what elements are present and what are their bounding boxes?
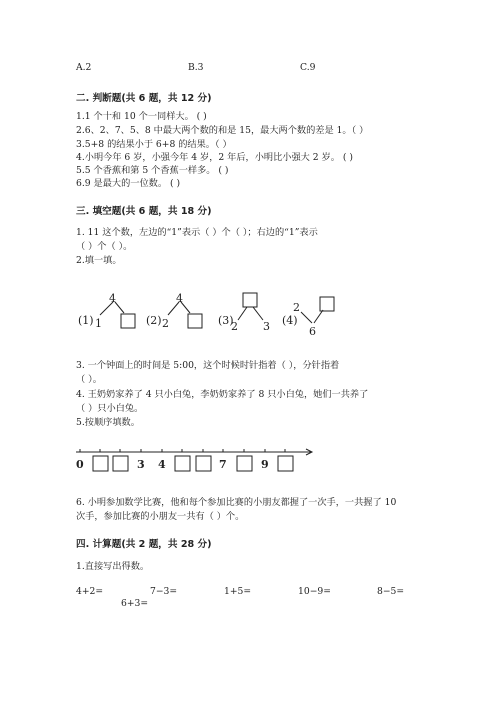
section-title-calculation: 四. 计算题(共 2 题，共 28 分) — [76, 539, 212, 550]
figure-3-right: 3 — [263, 320, 270, 333]
number-line — [0, 445, 500, 475]
calc-problem: 6+3= — [121, 598, 149, 609]
number-line-label: 3 — [137, 458, 145, 471]
fill-q2: 2.填一填。 — [76, 255, 122, 266]
judgement-item-5: 5.5 个香蕉和第 5 个香蕉一样多。 ( ) — [76, 165, 229, 176]
decomposition-figures — [0, 288, 500, 338]
number-line-label: 4 — [158, 458, 166, 471]
fill-q3-line2: （ ）。 — [76, 374, 102, 385]
figure-4-bottom: 6 — [309, 325, 316, 338]
calc-problem: 4+2= — [76, 586, 104, 597]
calc-q1: 1.直接写出得数。 — [76, 561, 150, 572]
blank-box — [237, 456, 252, 471]
fill-q4-line1: 4. 王奶奶家养了 4 只小白兔，李奶奶家养了 8 只小白兔，她们一共养了 — [76, 389, 369, 400]
judgement-item-3: 3.5+8 的结果小于 6+8 的结果。（ ） — [76, 139, 232, 150]
blank-box — [93, 456, 108, 471]
number-line-label: 9 — [261, 458, 269, 471]
fill-q4-line2: （ ）只小白兔。 — [76, 403, 144, 414]
fill-q5: 5.按顺序填数。 — [76, 417, 140, 428]
section-title-fill-blank: 三. 填空题(共 6 题，共 18 分) — [76, 206, 212, 217]
fill-q6-line2: 次手，参加比赛的小朋友一共有（ ）个。 — [76, 511, 245, 522]
figure-label-2: (2) — [146, 314, 162, 327]
option-b: B.3 — [188, 62, 204, 73]
blank-box — [278, 456, 293, 471]
figure-2-top: 4 — [176, 292, 183, 305]
figure-label-3: (3) — [218, 314, 234, 327]
blank-box — [320, 297, 334, 311]
blank-box — [113, 456, 128, 471]
figure-4-top: 2 — [293, 301, 300, 314]
figure-label-1: (1) — [78, 314, 94, 327]
calc-problem: 1+5= — [224, 586, 252, 597]
option-c: C.9 — [300, 62, 316, 73]
judgement-item-4: 4.小明今年 6 岁，小强今年 4 岁，2 年后，小明比小强大 2 岁。 ( ) — [76, 152, 353, 163]
figure-label-4: (4) — [282, 314, 298, 327]
figure-3-left: 2 — [231, 320, 238, 333]
judgement-item-6: 6.9 是最大的一位数。 ( ) — [76, 178, 181, 189]
number-line-label: 0 — [76, 458, 84, 471]
option-a: A.2 — [76, 62, 92, 73]
calc-problem: 8−5= — [377, 586, 405, 597]
calc-problem: 7−3= — [150, 586, 178, 597]
blank-box — [188, 314, 202, 328]
blank-box — [243, 293, 257, 307]
fill-q1-line2: （ ）个（ ）。 — [76, 241, 133, 252]
section-title-judgement: 二. 判断题(共 6 题，共 12 分) — [76, 93, 212, 104]
blank-box — [175, 456, 190, 471]
number-line-label: 7 — [219, 458, 227, 471]
figure-2-left: 2 — [162, 317, 169, 330]
figure-1-top: 4 — [109, 292, 116, 305]
judgement-item-2: 2.6、2、7、5、8 中最大两个数的和是 15，最大两个数的差是 1。（ ） — [76, 125, 369, 136]
blank-box — [121, 314, 135, 328]
fill-q3-line1: 3. 一个钟面上的时间是 5:00，这个时候时针指着（ ），分针指着 — [76, 360, 340, 371]
figure-1-left: 1 — [95, 317, 102, 330]
blank-box — [196, 456, 211, 471]
judgement-item-1: 1.1 个十和 10 个一同样大。 ( ) — [76, 111, 207, 122]
calc-problem: 10−9= — [298, 586, 331, 597]
fill-q1-line1: 1. 11 这个数，左边的“1”表示（ ）个（ ）；右边的“1”表示 — [76, 227, 318, 238]
fill-q6-line1: 6. 小明参加数学比赛，他和每个参加比赛的小朋友都握了一次手，一共握了 10 — [76, 497, 397, 508]
